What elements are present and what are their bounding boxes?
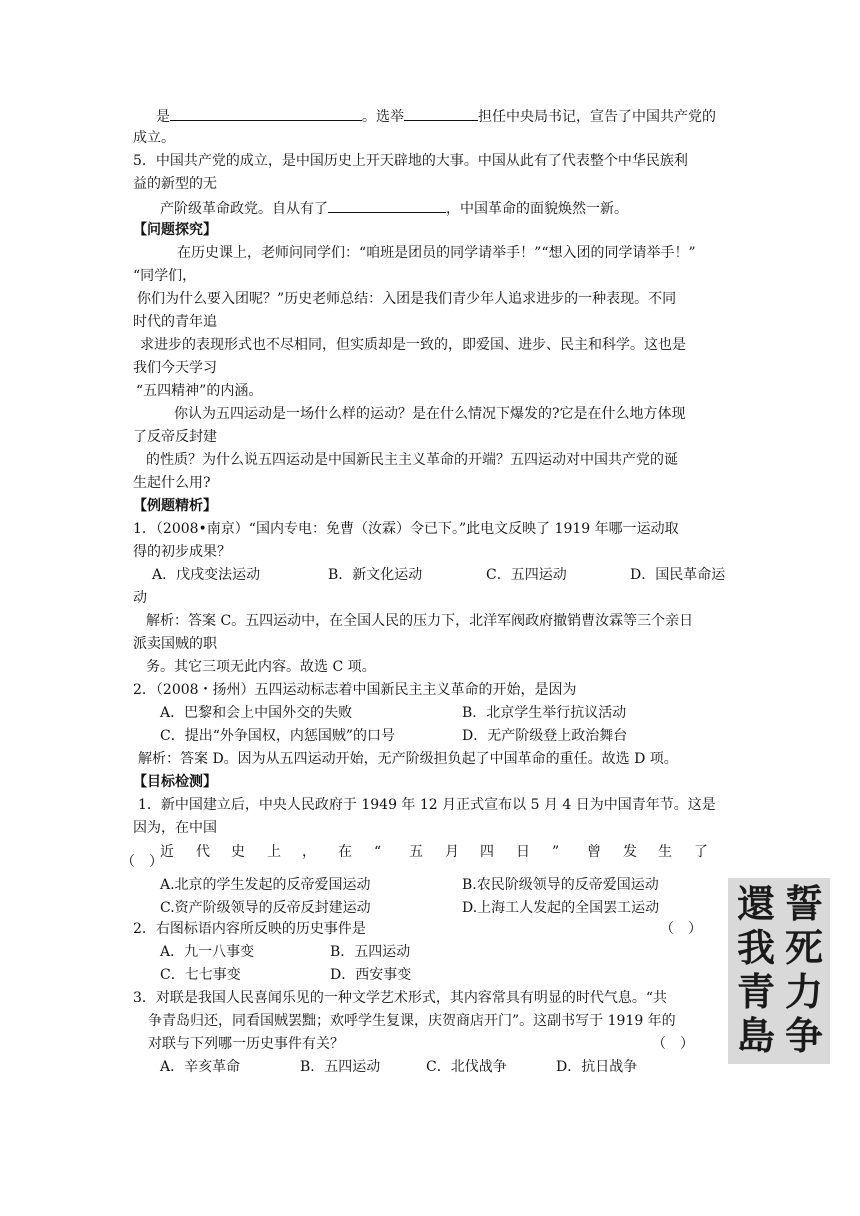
text-line: 动	[133, 590, 147, 606]
answer-option: A．九一八事变	[160, 944, 255, 960]
justified-char: 五	[409, 844, 423, 860]
slogan-char: 我	[736, 925, 775, 970]
question-text: 争青岛归还，同看国贼罢黜；欢呼学生复课，庆贺商店开门”。这副书写于 1919 年的	[148, 1013, 676, 1029]
fill-line-2	[160, 196, 628, 218]
answer-option: A．巴黎和会上中国外交的失败	[160, 705, 353, 721]
analysis-text: 解析：答案 C。五四运动中，在全国人民的压力下，北洋军阀政府撤销曹汝霖等三个亲日	[146, 613, 694, 629]
answer-option: B．五四运动	[330, 944, 411, 960]
answer-option: C．提出“外争国权，内惩国贼”的口号	[160, 728, 396, 744]
slogan-image	[728, 878, 830, 1064]
analysis-text: 派卖国贼的职	[133, 636, 217, 652]
answer-option: D．西安事变	[330, 967, 412, 983]
answer-option: C.资产阶级领导的反帝反封建运动	[160, 900, 371, 916]
justified-char: 发	[623, 844, 637, 860]
text-line: 生起什么用?	[133, 475, 211, 491]
answer-blank[interactable]	[170, 104, 362, 121]
answer-option: D．国民革命运	[630, 567, 726, 583]
justified-char: 四	[480, 844, 494, 860]
question-text: 因为，在中国	[133, 820, 217, 836]
justified-char: 月	[445, 844, 459, 860]
slogan-char: 島	[736, 1013, 775, 1058]
text-segment: 。选举	[362, 109, 404, 125]
text-line: 你认为五四运动是一场什么样的运动？是在什么情况下爆发的?它是在什么地方体现	[174, 406, 686, 422]
text-line: 我们今天学习	[133, 360, 217, 376]
text-line: “五四精神”的内涵。	[136, 383, 263, 399]
answer-option: A．辛亥革命	[160, 1059, 241, 1075]
answer-option: B．五四运动	[300, 1059, 381, 1075]
slogan-char: 誓	[784, 881, 823, 926]
answer-paren: （ ）	[652, 1036, 694, 1052]
slogan-char: 争	[784, 1013, 823, 1058]
justified-char: 代	[196, 844, 210, 860]
justified-char: 史	[231, 844, 245, 860]
slogan-char: 還	[736, 881, 775, 926]
answer-option: C．七七事变	[160, 967, 241, 983]
justified-char: 在	[338, 844, 352, 860]
answer-option: B．北京学生举行抗议活动	[462, 705, 627, 721]
section-heading: 【目标检测】	[133, 774, 217, 790]
answer-paren: （ ）	[121, 854, 163, 870]
text-line: 益的新型的无	[133, 176, 217, 192]
answer-option: D.上海工人发起的全国罢工运动	[462, 900, 660, 916]
justified-char: 了	[694, 844, 708, 860]
text-line: 你们为什么要入团呢？”历史老师总结：入团是我们青少年人追求进步的一种表现。不同	[137, 291, 677, 307]
justified-question-line	[160, 841, 708, 863]
justified-char: ，	[302, 844, 316, 860]
answer-blank[interactable]	[328, 196, 446, 213]
justified-char: 生	[658, 844, 672, 860]
slogan-char: 青	[736, 969, 775, 1014]
answer-paren: （ ）	[660, 921, 702, 937]
answer-blank[interactable]	[404, 104, 478, 121]
text-line: “同学们，	[133, 268, 197, 284]
question-text: 得的初步成果？	[133, 544, 231, 560]
slogan-left-column	[734, 882, 778, 1058]
question-text: 2．右图标语内容所反映的历史事件是	[133, 921, 366, 937]
answer-option: B．新文化运动	[328, 567, 423, 583]
slogan-char: 死	[784, 925, 823, 970]
text-line: 了反帝反封建	[133, 429, 217, 445]
justified-char: 日	[516, 844, 530, 860]
question-text: 1．新中国建立后，中央人民政府于 1949 年 12 月正式宣布以 5 月 4 日为中国青年节。这是	[138, 797, 716, 813]
text-line: 在历史课上，老师问同学们：“咱班是团员的同学请举手！”“想入团的同学请举手！”	[177, 245, 696, 261]
answer-option: D．无产阶级登上政治舞台	[462, 728, 628, 744]
answer-option: A.北京的学生发起的反帝爱国运动	[160, 877, 371, 893]
slogan-right-column	[782, 882, 826, 1058]
question-text: 3．对联是我国人民喜闻乐见的一种文学艺术形式，其内容常具有明显的时代气息。“共	[133, 990, 668, 1006]
section-heading: 【例题精析】	[133, 498, 217, 514]
justified-char: 近	[160, 844, 174, 860]
text-line: 求进步的表现形式也不尽相同，但实质却是一致的，即爱国、进步、民主和科学。这也是	[140, 337, 686, 353]
text-line: 的性质？为什么说五四运动是中国新民主主义革命的开端？五四运动对中国共产党的诞	[146, 452, 678, 468]
analysis-text: 务。其它三项无此内容。故选 C 项。	[146, 659, 376, 675]
text-segment: 是	[156, 109, 170, 125]
answer-option: C．五四运动	[486, 567, 567, 583]
answer-option: D．抗日战争	[556, 1059, 638, 1075]
section-heading: 【问题探究】	[133, 222, 217, 238]
text-line: 成立。	[133, 130, 175, 146]
answer-option: C．北伐战争	[426, 1059, 507, 1075]
text-segment: ，中国革命的面貌焕然一新。	[446, 201, 628, 217]
question-text: 1．（2008•南京）“国内专电：免曹（汝霖）令已下。”此电文反映了 1919 年哪一运动取	[133, 521, 679, 537]
question-text: 2．（2008・扬州）五四运动标志着中国新民主主义革命的开始，是因为	[133, 682, 577, 698]
text-line: 5．中国共产党的成立，是中国历史上开天辟地的大事。中国从此有了代表整个中华民族利	[133, 153, 688, 169]
answer-option: B.农民阶级领导的反帝爱国运动	[462, 877, 659, 893]
question-text: 对联与下列哪一历史事件有关？	[148, 1036, 344, 1052]
justified-char: 曾	[587, 844, 601, 860]
slogan-char: 力	[784, 969, 823, 1014]
justified-char: ”	[552, 844, 560, 860]
text-segment: 产阶级革命政党。自从有了	[160, 201, 328, 217]
fill-line-1	[156, 104, 716, 126]
justified-char: “	[374, 844, 382, 860]
text-line: 时代的青年追	[133, 314, 217, 330]
text-segment: 担任中央局书记，宣告了中国共产党的	[478, 109, 716, 125]
analysis-text: 解析：答案 D。因为从五四运动开始，无产阶级担负起了中国革命的重任。故选 D 项。	[138, 751, 678, 767]
answer-option: A．戊戌变法运动	[152, 567, 261, 583]
justified-char: 上	[267, 844, 281, 860]
